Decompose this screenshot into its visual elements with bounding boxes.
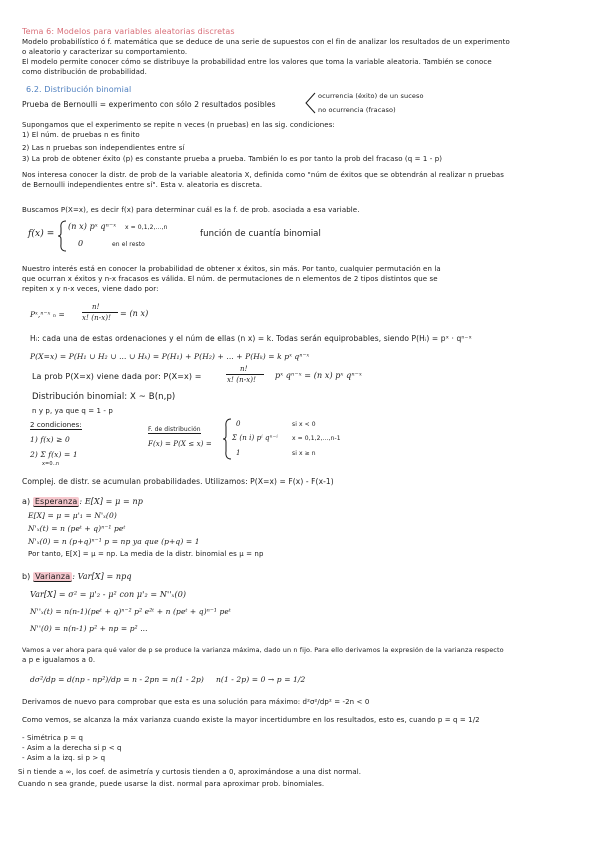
- cdf-lhs: F(x) = P(X ≤ x) =: [148, 440, 212, 448]
- fx-case-2: 0: [78, 239, 84, 248]
- fx-lhs: f(x) =: [28, 229, 55, 239]
- maxvar-derivative: dσ²/dp = d(np - np²)/dp = n - 2pn = n(1 - 2p): [30, 675, 204, 684]
- esperanza-line-1: E[X] = μ = μ'₁ = N'ₓ(0): [28, 511, 117, 520]
- cdf-row-3: 1: [236, 449, 241, 457]
- probx-numerator: n!: [240, 365, 248, 373]
- varianza-line-3: N''(0) = n(n-1) p² + np = p² ...: [30, 624, 148, 633]
- intro-line-2: o aleatorio y caracterizar su comportamiento.: [22, 48, 188, 56]
- supuestos-heading: Supongamos que el experimento se repite n veces (n pruebas) en las sig. condiciones:: [22, 121, 335, 129]
- varianza-heading: b) Varianza : Var[X] = npq: [22, 572, 132, 581]
- condition-2: 2) Σ f(x) = 1: [30, 450, 78, 459]
- maxvar-conclusion: Como vemos, se alcanza la máx varianza cuando existe la mayor incertidumbre en los resultados, esto es, cuando p = q = 1/2: [22, 716, 480, 724]
- section-heading: 6.2. Distribución binomial: [26, 85, 132, 94]
- maxvar-second-derivative: Derivamos de nuevo para comprobar que esta es una solución para máximo: d²σ²/dp² = -2n < 0: [22, 698, 370, 706]
- supuesto-1: 1) El núm. de pruebas n es finito: [22, 131, 140, 139]
- cdf-title: F. de distribución: [148, 426, 201, 433]
- fraction-bar: [226, 374, 264, 375]
- probx-rest: pˣ qⁿ⁻ˣ = (n x) pˣ qⁿ⁻ˣ: [275, 371, 362, 380]
- supuesto-3: 3) La prob de obtener éxito (p) es constante prueba a prueba. También lo es por tanto la prob del fracaso (q = 1 - p): [22, 155, 443, 163]
- interes2-line-3: repiten x y n-x veces, viene dado por:: [22, 285, 159, 293]
- distribution-notation: Distribución binomial: X ~ B(n,p): [32, 392, 176, 402]
- brace-icon: [304, 92, 316, 114]
- bernoulli-definition: Prueba de Bernoulli = experimento con sólo 2 resultados posibles: [22, 100, 276, 109]
- hi-text: Hᵢ: cada una de estas ordenaciones y el núm de ellas (n x) = k. Todas serán equiprobables, siendo P(Hᵢ) = pˣ · qⁿ⁻ˣ: [30, 334, 472, 343]
- perm-denominator: x! (n-x)!: [82, 314, 111, 322]
- parameters-note: n y p, ya que q = 1 - p: [32, 407, 113, 415]
- varianza-line-1: Var[X] = σ² = μ'₂ - μ² con μ'₂ = N''ₓ(0): [30, 590, 187, 599]
- union-formula: P(X=x) = P(H₁ ∪ H₂ ∪ ... ∪ Hₖ) = P(H₁) + P(H₂) + ... + P(Hₖ) = k pˣ qⁿ⁻ˣ: [30, 352, 310, 361]
- bernoulli-option-success: ocurrencia (éxito) de un suceso: [318, 92, 424, 100]
- varianza-line-2: N''ₓ(t) = n(n-1)(peᵗ + q)ⁿ⁻² p² e²ᵗ + n (peᵗ + q)ⁿ⁻¹ peᵗ: [30, 607, 231, 616]
- condition-1: 1) f(x) ≥ 0: [30, 435, 70, 444]
- fx-label: función de cuantía binomial: [200, 229, 321, 239]
- final-line-1: Si n tiende a ∞, los coef. de asimetría y curtosis tienden a 0, aproximándose a una dist normal.: [18, 768, 362, 776]
- maxvar-line-1: Vamos a ver ahora para qué valor de p se produce la varianza máxima, dado un n fijo. Para ello derivamos la expresión de la varianza respecto: [22, 646, 504, 654]
- cdf-row-1: 0: [236, 420, 241, 428]
- brace-icon: [57, 220, 67, 252]
- cdf-row-2-cond: x = 0,1,2,...,n-1: [292, 435, 341, 442]
- brace-icon: [222, 418, 232, 460]
- esperanza-line-3: N'ₓ(0) = n (p+q)ⁿ⁻¹ p = np ya que (p+q) = 1: [28, 537, 200, 546]
- maxvar-solution: n(1 - 2p) = 0 → p = 1/2: [216, 675, 306, 684]
- perm-numerator: n!: [92, 303, 100, 311]
- perm-lhs: Pˣ,ⁿ⁻ˣ ₙ =: [30, 310, 65, 319]
- esperanza-heading: a) Esperanza : E[X] = μ = np: [22, 497, 143, 506]
- symmetry-item-3: - Asim a la izq. si p > q: [22, 754, 106, 762]
- bernoulli-option-failure: no ocurrencia (fracaso): [318, 106, 396, 114]
- maxvar-line-2: a p e igualamos a 0.: [22, 656, 96, 664]
- fx-condition-2: en el resto: [112, 241, 145, 248]
- symmetry-item-1: - Simétrica p = q: [22, 734, 84, 742]
- interes2-line-2: que ocurran x éxitos y n-x fracasos es válida. El núm. de permutaciones de n elementos de 2 tipos distintos que se: [22, 275, 438, 283]
- fx-condition-1: x = 0,1,2,...,n: [125, 224, 168, 231]
- intro-line-3: El modelo permite conocer cómo se distribuye la probabilidad entre los valores que toma la variable aleatoria. También se conoce: [22, 58, 492, 66]
- cdf-row-1-cond: si x < 0: [292, 421, 316, 428]
- cdf-row-3-cond: si x ≥ n: [292, 450, 316, 457]
- fx-case-1: (n x) pˣ qⁿ⁻ˣ: [68, 222, 117, 231]
- complej-text: Complej. de distr. se acumulan probabilidades. Utilizamos: P(X=x) = F(x) - F(x-1): [22, 477, 334, 486]
- final-line-2: Cuando n sea grande, puede usarse la dist. normal para aproximar prob. binomiales.: [18, 780, 325, 788]
- intro-line-4: como distribución de probabilidad.: [22, 68, 147, 76]
- buscamos-text: Buscamos P(X=x), es decir f(x) para determinar cuál es la f. de prob. asociada a esa variable.: [22, 206, 360, 214]
- interes-line-1: Nos interesa conocer la distr. de prob de la variable aleatoria X, definida como "núm de éxitos que se obtendrán al realizar n pruebas: [22, 171, 505, 179]
- supuesto-2: 2) Las n pruebas son independientes entre sí: [22, 144, 185, 152]
- perm-rhs: = (n x): [120, 309, 149, 318]
- esperanza-line-4: Por tanto, E[X] = μ = np. La media de la distr. binomial es μ = np: [28, 550, 264, 558]
- interes2-line-1: Nuestro interés está en conocer la probabilidad de obtener x éxitos, sin más. Por tanto, cualquier permutación en la: [22, 265, 441, 273]
- fraction-bar: [82, 312, 118, 313]
- symmetry-item-2: - Asim a la derecha si p < q: [22, 744, 122, 752]
- probx-denominator: x! (n-x)!: [227, 376, 256, 384]
- page-title: Tema 6: Modelos para variables aleatorias discretas: [22, 27, 235, 36]
- probx-lead: La prob P(X=x) viene dada por: P(X=x) =: [32, 372, 202, 381]
- cdf-row-2: Σ (n i) pⁱ qⁿ⁻ⁱ: [232, 434, 278, 442]
- intro-line-1: Modelo probabilístico ó f. matemática que se deduce de una serie de supuestos con el fin de analizar los resultados de un experimento: [22, 38, 510, 46]
- condition-2-subscript: x=0..n: [42, 461, 60, 467]
- conditions-title: 2 condiciones:: [30, 421, 82, 429]
- esperanza-line-2: N'ₓ(t) = n (peᵗ + q)ⁿ⁻¹ peᵗ: [28, 524, 126, 533]
- interes-line-2: de Bernoulli independientes entre sí". Esta v. aleatoria es discreta.: [22, 181, 263, 189]
